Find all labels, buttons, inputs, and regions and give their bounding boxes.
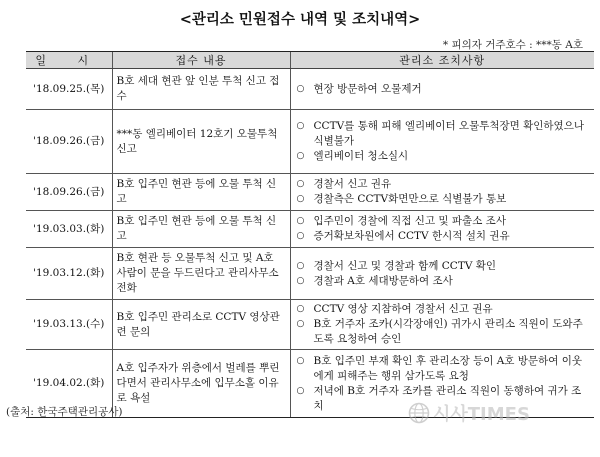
row-report: B호 현관 등 오물투척 신고 및 A호 사람이 문을 두드린다고 관리사무소 전화 [112, 248, 290, 300]
watermark-text: 시사TIMES [433, 404, 530, 425]
row-actions [290, 69, 594, 110]
row-date: '19.03.03.(화) [26, 211, 112, 248]
action-item: ○ 엘리베이터 청소실시 [295, 149, 591, 164]
row-date: '19.03.13.(수) [26, 300, 112, 350]
table-row [26, 174, 594, 211]
row-actions [290, 300, 594, 350]
table-row [26, 110, 594, 174]
header-date: 일 시 [26, 52, 112, 69]
table-row [26, 69, 594, 110]
row-report: ***동 엘리베이터 12호기 오물투척 신고 [112, 110, 290, 174]
action-item: ○ B호 거주자 조카(시각장애인) 귀가시 관리소 직원이 도와주도록 요청하여 승인 [295, 317, 591, 347]
row-report: B호 입주민 현관 등에 오물 투척 신고 [112, 174, 290, 211]
row-date: '18.09.26.(금) [26, 110, 112, 174]
action-item: ○ 경찰과 A호 세대방문하여 조사 [295, 274, 591, 289]
row-report: A호 입주자가 위층에서 벌레를 뿌린다면서 관리사무소에 입무소홀 이유로 욕설 [112, 350, 290, 418]
table-row [26, 211, 594, 248]
globe-logo-icon [408, 402, 430, 424]
source-note: (출처: 한국주택관리공사) [6, 406, 123, 418]
row-actions [290, 248, 594, 300]
action-item: ○ 저녁에 B호 거주자 조카를 관리소 직원이 동행하여 귀가 조치 [295, 384, 591, 414]
row-actions [290, 174, 594, 211]
watermark [408, 400, 530, 426]
action-item: ○ 경찰측은 CCTV화면만으로 식별불가 통보 [295, 192, 591, 207]
header-report: 접수 내용 [112, 52, 290, 69]
action-item: ○ B호 입주민 부재 확인 후 관리소장 등이 A호 방문하여 이웃에게 피해주는 행위 삼가도록 요청 [295, 354, 591, 384]
row-date: '19.03.12.(화) [26, 248, 112, 300]
action-item: ○ 경찰서 신고 권유 [295, 177, 591, 192]
table-header-row [26, 52, 594, 69]
action-item: ○ CCTV 영상 지참하여 경찰서 신고 권유 [295, 302, 591, 317]
table-row [26, 300, 594, 350]
action-item: ○ 경찰서 신고 및 경찰과 함께 CCTV 확인 [295, 259, 591, 274]
action-item: ○ 증거확보차원에서 CCTV 한시적 설치 권유 [295, 229, 591, 244]
row-date: '18.09.25.(목) [26, 69, 112, 110]
header-action: 관리소 조치사항 [290, 52, 594, 69]
suspect-unit-note: * 피의자 거주호수 : ***동 A호 [442, 39, 583, 51]
page-title: <관리소 민원접수 내역 및 조치내역> [179, 11, 421, 28]
row-date: '19.04.02.(화) [26, 350, 112, 418]
row-report: B호 입주민 관리소로 CCTV 영상관련 문의 [112, 300, 290, 350]
row-date: '18.09.26.(금) [26, 174, 112, 211]
action-item: ○ 현장 방문하여 오물제거 [295, 82, 591, 97]
row-actions [290, 110, 594, 174]
complaints-table [26, 51, 594, 418]
action-item: ○ 입주민이 경찰에 직접 신고 및 파출소 조사 [295, 214, 591, 229]
table-row [26, 248, 594, 300]
row-report: B호 세대 현관 앞 인분 투척 신고 접수 [112, 69, 290, 110]
action-item: ○ CCTV를 통해 피해 엘리베이터 오물투척장면 확인하였으나 식별불가 [295, 119, 591, 149]
row-actions [290, 211, 594, 248]
row-report: B호 입주민 현관 등에 오물 투척 신고 [112, 211, 290, 248]
